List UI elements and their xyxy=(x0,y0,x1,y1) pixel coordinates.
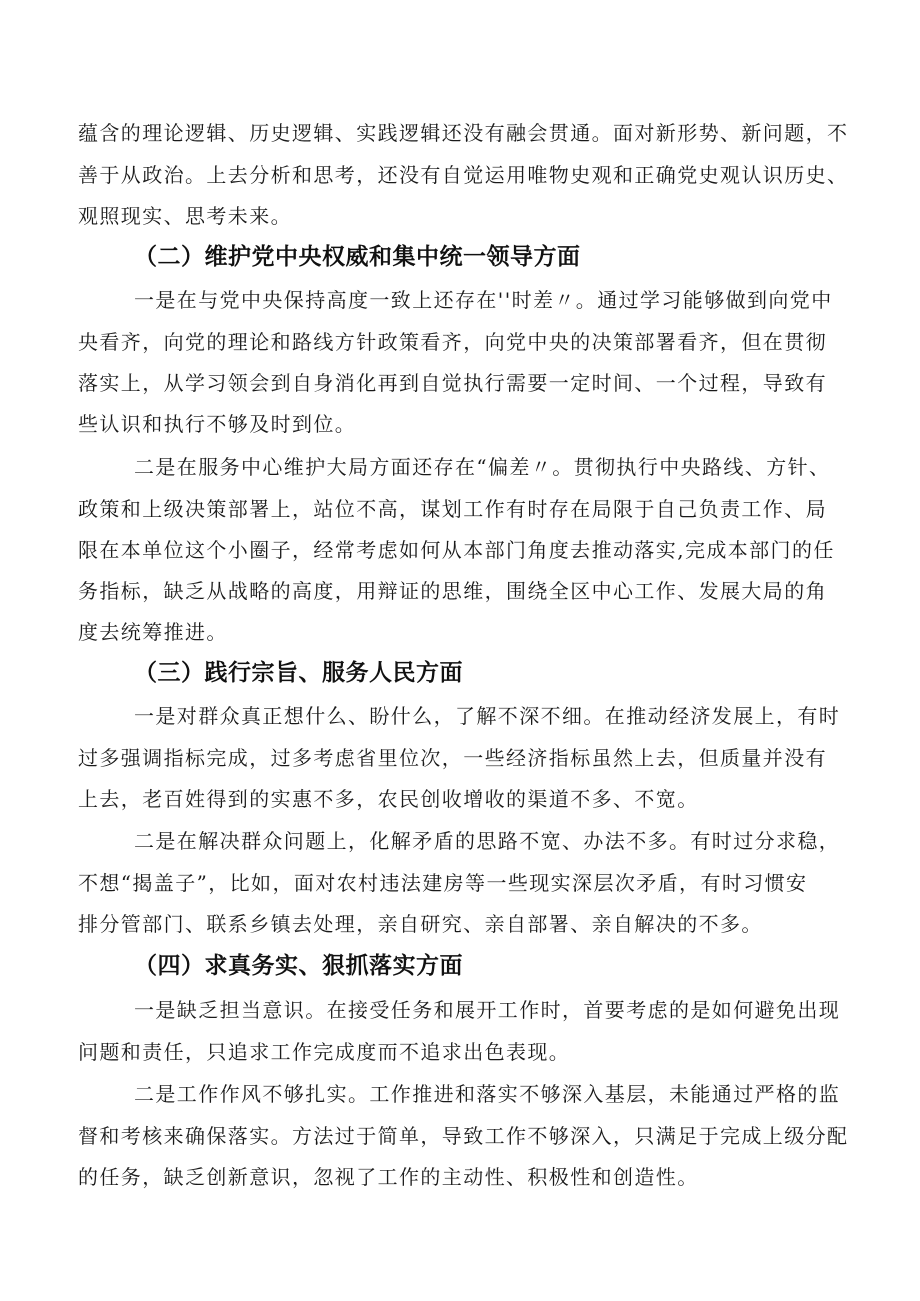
body-line: 排分管部门、联系乡镇去处理，亲自研究、亲自部署、亲自解决的不多。 xyxy=(78,912,763,936)
body-line: 二是在服务中心维护大局方面还存在“偏差〃。贯彻执行中央路线、方针、 xyxy=(134,455,831,479)
body-line: 一是对群众真正想什么、盼什么，了解不深不细。在推动经济发展上，有时 xyxy=(134,704,841,728)
body-line: 限在本单位这个小圈子，经常考虑如何从本部门角度去推动落实,完成本部门的任 xyxy=(78,538,835,562)
body-line: 些认识和执行不够及时到位。 xyxy=(78,412,357,436)
body-line: 落实上，从学习领会到自身消化再到自觉执行需要一定时间、一个过程，导致有 xyxy=(78,371,827,395)
body-line: 央看齐，向党的理论和路线方针政策看齐，向党中央的决策部署看齐，但在贯彻 xyxy=(78,330,827,354)
body-line: 蕴含的理论逻辑、历史逻辑、实践逻辑还没有融会贯通。面对新形势、新问题，不 xyxy=(78,121,849,145)
body-line: 不想“揭盖子”，比如，面对农村违法建房等一些现实深层次矛盾，有时习惯安 xyxy=(78,871,808,895)
body-line: 度去统筹推进。 xyxy=(78,620,228,644)
body-line: 问题和责任，只追求工作完成度而不追求出色表现。 xyxy=(78,1040,571,1064)
body-line: 观照现实、思考未来。 xyxy=(78,204,292,228)
section-heading-4: （四）求真务实、狠抓落实方面 xyxy=(134,953,463,979)
body-line: 一是在与党中央保持高度一致上还存在''时差〃。通过学习能够做到向党中 xyxy=(134,288,833,312)
body-line: 务指标，缺乏从战略的高度，用辩证的思维，围绕全区中心工作、发展大局的角 xyxy=(78,579,827,603)
body-line: 上去，老百姓得到的实惠不多，农民创收增收的渠道不多、不宽。 xyxy=(78,787,699,811)
body-line: 督和考核来确保落实。方法过于简单，导致工作不够深入，只满足于完成上级分配 xyxy=(78,1124,849,1148)
body-line: 一是缺乏担当意识。在接受任务和展开工作时，首要考虑的是如何避免出现 xyxy=(134,998,841,1022)
body-line: 的任务，缺乏创新意识，忽视了工作的主动性、积极性和创造性。 xyxy=(78,1165,699,1189)
body-line: 二是工作作风不够扎实。工作推进和落实不够深入基层，未能通过严格的监 xyxy=(134,1082,841,1106)
section-heading-3: （三）践行宗旨、服务人民方面 xyxy=(134,660,463,686)
body-line: 善于从政治。上去分析和思考，还没有自觉运用唯物史观和正确党史观认识历史、 xyxy=(78,163,849,187)
body-line: 过多强调指标完成，过多考虑省里位次，一些经济指标虽然上去，但质量并没有 xyxy=(78,746,827,770)
body-line: 政策和上级决策部署上，站位不高，谋划工作有时存在局限于自己负责工作、局 xyxy=(78,497,827,521)
body-line: 二是在解决群众问题上，化解矛盾的思路不宽、办法不多。有时过分求稳， xyxy=(134,829,841,853)
section-heading-2: （二）维护党中央权威和集中统一领导方面 xyxy=(134,244,581,270)
